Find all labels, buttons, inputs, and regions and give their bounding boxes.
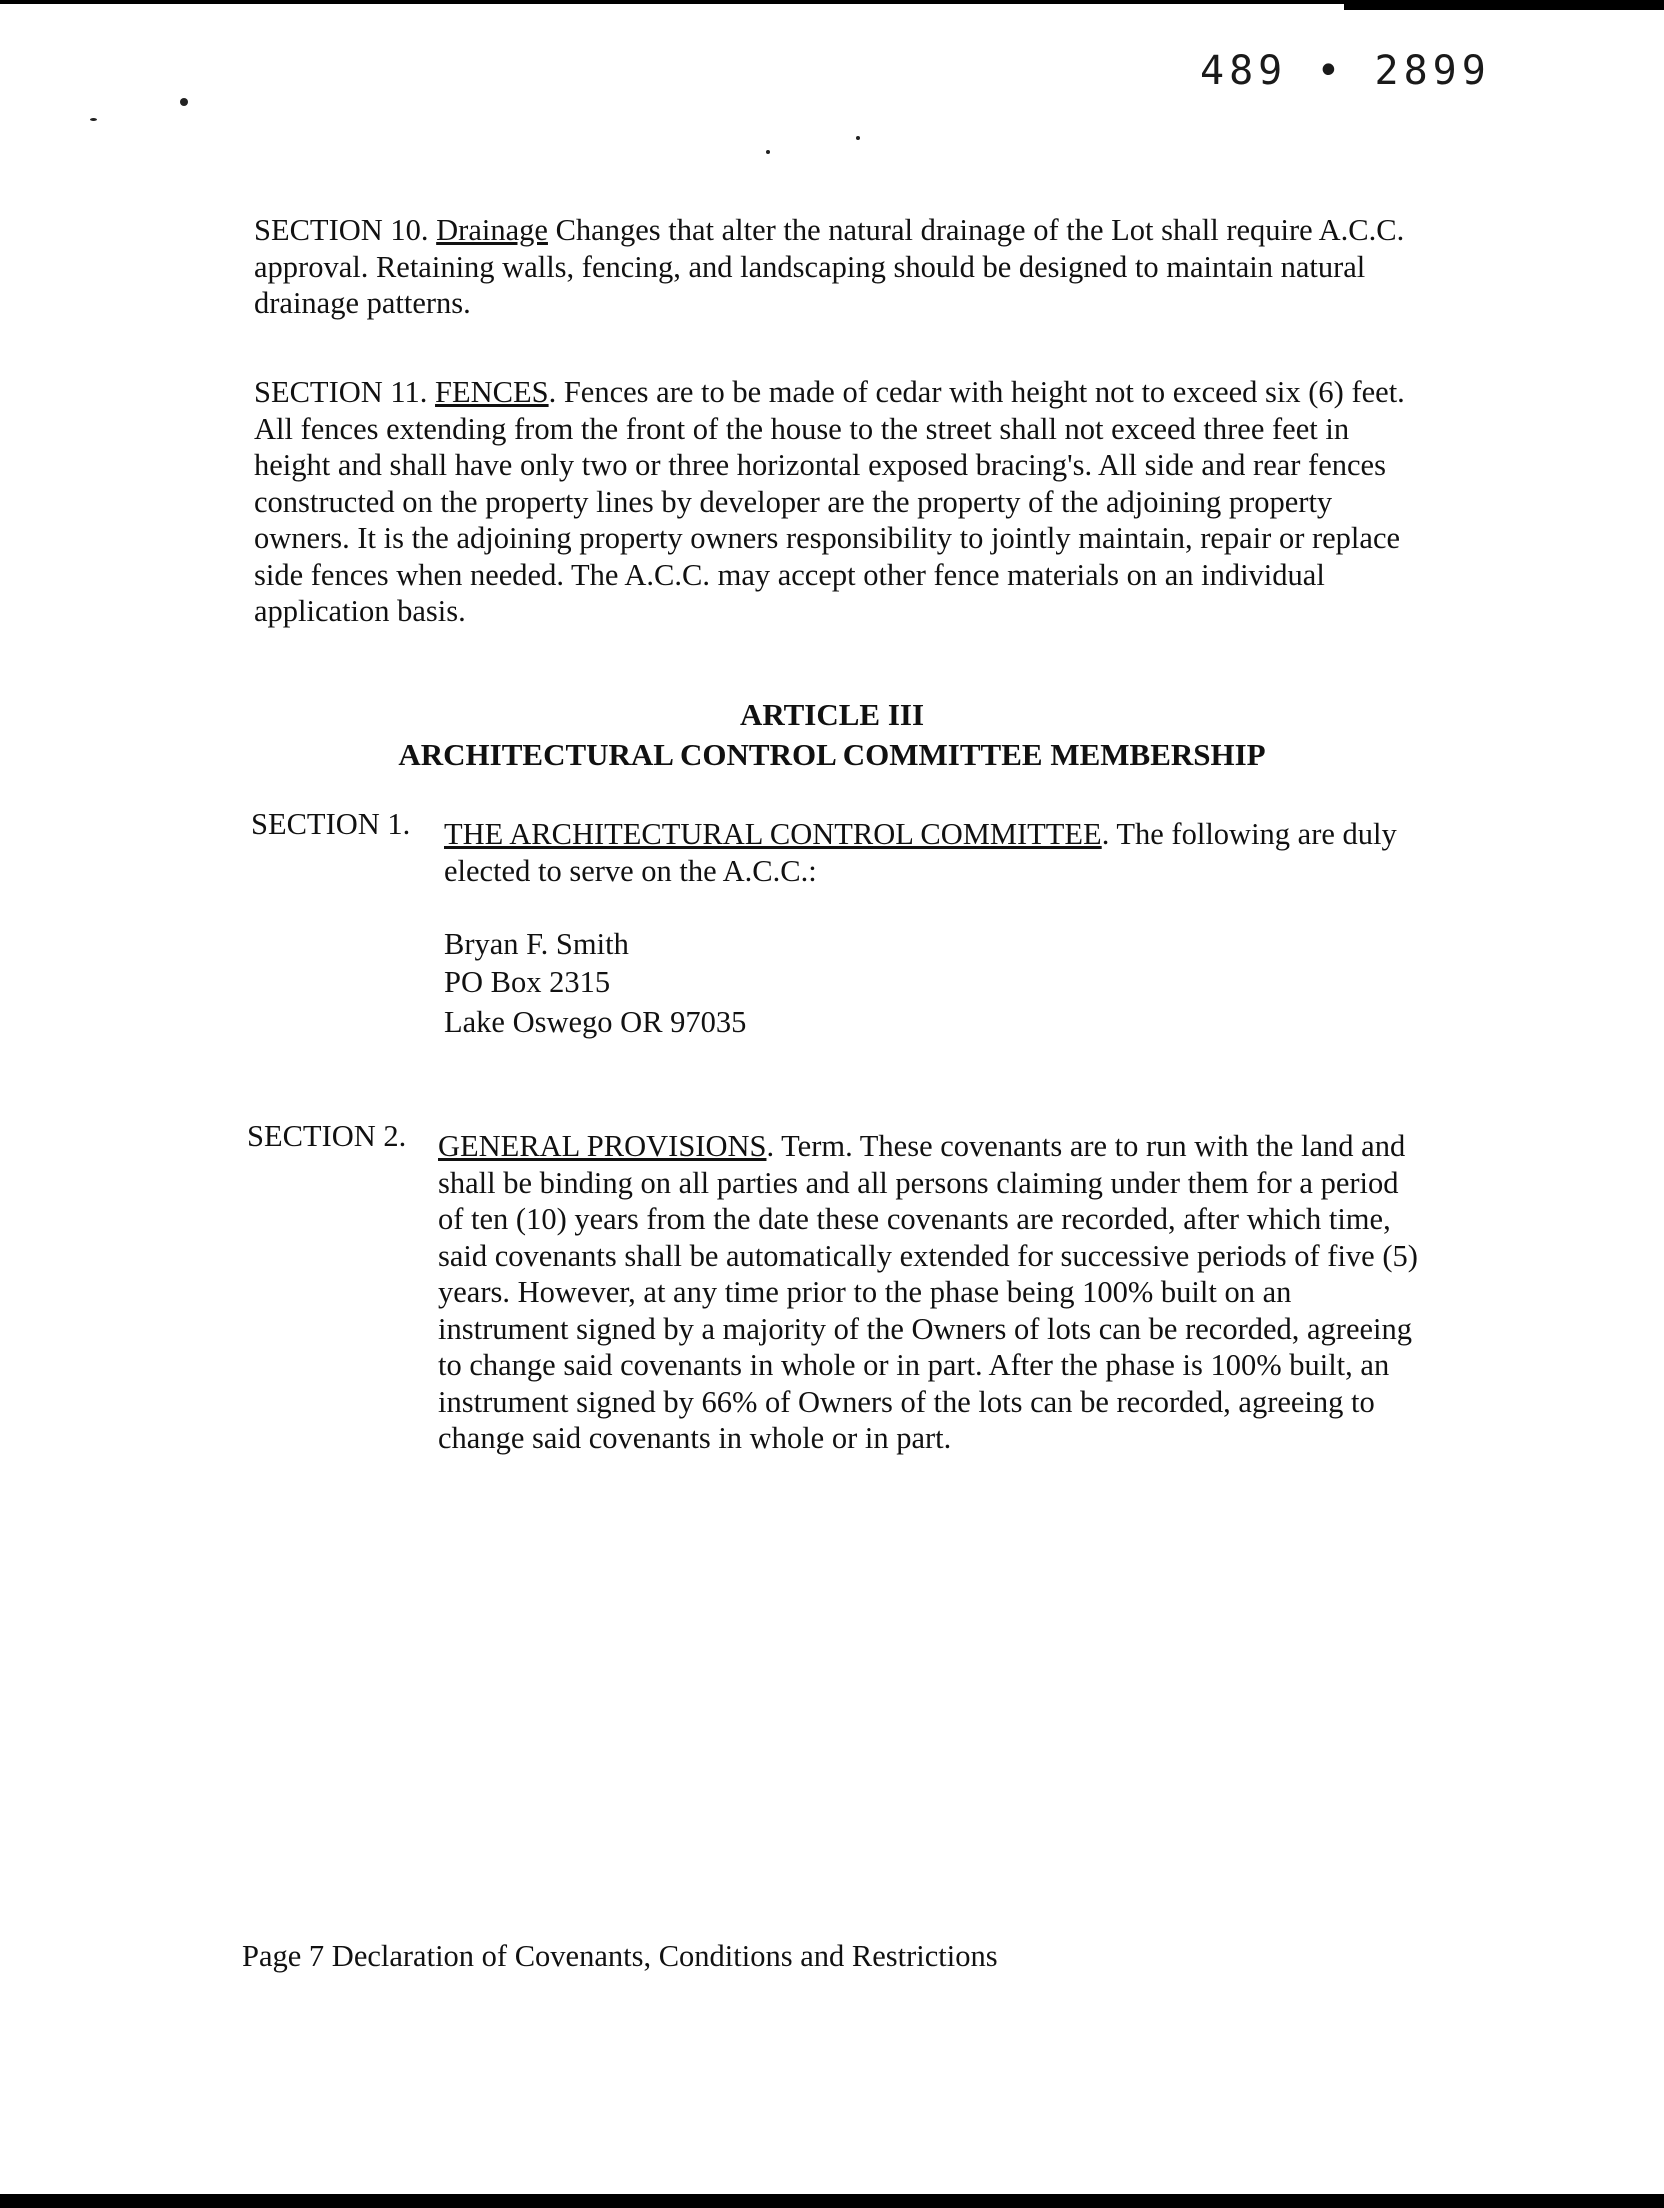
section-11-title: FENCES [435, 375, 549, 409]
scan-corner-mark [1344, 0, 1664, 10]
scan-speck [766, 150, 770, 154]
section-11: SECTION 11. FENCES. Fences are to be made of cedar with height not to exceed six (6) feet. All fences extending from the front of the house to the street shall not exceed three feet in height and shall have only two or three horizontal exposed bracing's. All side and rear fences constructed on the property lines by developer are the property of the adjoining property owners. It is the adjoining property owners responsibility to jointly maintain, repair or replace side fences when needed. The A.C.C. may accept other fence materials on an individual application basis. [254, 375, 1405, 628]
scan-speck [90, 118, 97, 121]
article-title: ARCHITECTURAL CONTROL COMMITTEE MEMBERSHIP [398, 737, 1266, 772]
page-footer: Page 7 Declaration of Covenants, Conditions and Restrictions [242, 1939, 998, 1973]
article-section-1-body: The following are duly elected to serve on the A.C.C.: [444, 817, 1397, 888]
section-10-title: Drainage [436, 213, 548, 247]
article-section-2-label: SECTION 2. [247, 1119, 407, 1153]
article-section-1-title: THE ARCHITECTURAL CONTROL COMMITTEE [444, 817, 1102, 851]
article-section-2-title: GENERAL PROVISIONS [438, 1129, 767, 1163]
section-10-body: Changes that alter the natural drainage of the Lot shall require A.C.C. approval. Retaining walls, fencing, and landscaping should be designed to maintain natural drainage patterns. [254, 213, 1405, 320]
section-10 [254, 212, 1414, 322]
scan-speck [180, 98, 188, 106]
section-10-label: SECTION 10. [254, 213, 429, 247]
article-section-1: THE ARCHITECTURAL CONTROL COMMITTEE. The following are duly elected to serve on the A.C.C.: [444, 817, 1397, 888]
recording-number: 489 • 2899 [1200, 48, 1491, 94]
member-address-line-1: PO Box 2315 [444, 965, 611, 999]
scan-speck [856, 136, 860, 140]
article-section-2-body: Term. These covenants are to run with the land and shall be binding on all parties and all persons claiming under them for a period of ten (10) years from the date these covenants are recorded, after which time, said covenants shall be automatically extended for successive periods of five (5) years. However, at any time prior to the phase being 100% built on an instrument signed by a majority of the Owners of lots can be recorded, agreeing to change said covenants in whole or in part. After the phase is 100% built, an instrument signed by 66% of Owners of the lots can be recorded, agreeing to change said covenants in whole or in part. [438, 1129, 1418, 1455]
section-11-label: SECTION 11. [254, 375, 428, 409]
section-11-body: Fences are to be made of cedar with height not to exceed six (6) feet. All fences extending from the front of the house to the street shall not exceed three feet in height and shall have only two or three horizontal exposed bracing's. All side and rear fences constructed on the property lines by developer are the property of the adjoining property owners. It is the adjoining property owners responsibility to jointly maintain, repair or replace side fences when needed. The A.C.C. may accept other fence materials on an individual application basis. [254, 375, 1405, 628]
member-address-line-2: Lake Oswego OR 97035 [444, 1005, 747, 1039]
article-section-1-label: SECTION 1. [251, 807, 411, 841]
article-number: ARTICLE III [739, 697, 925, 732]
member-name: Bryan F. Smith [444, 927, 629, 961]
article-section-2: GENERAL PROVISIONS. Term. These covenants are to run with the land and shall be binding on all parties and all persons claiming under them for a period of ten (10) years from the date these covenants are recorded, after which time, said covenants shall be automatically extended for successive periods of five (5) years. However, at any time prior to the phase being 100% built on an instrument signed by a majority of the Owners of lots can be recorded, agreeing to change said covenants in whole or in part. After the phase is 100% built, an instrument signed by 66% of Owners of the lots can be recorded, agreeing to change said covenants in whole or in part. [438, 1129, 1418, 1455]
scan-edge-bottom [0, 2194, 1664, 2208]
